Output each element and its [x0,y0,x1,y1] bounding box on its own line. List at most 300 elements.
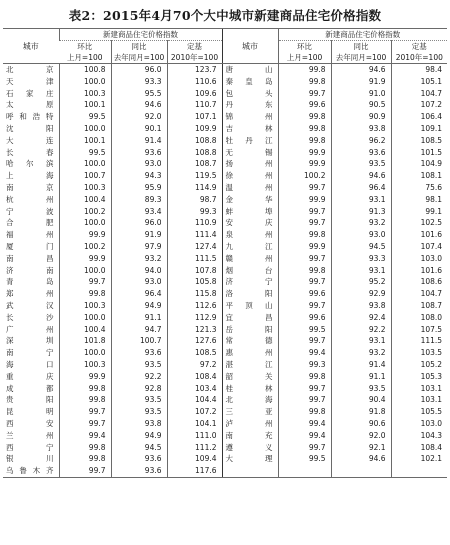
left-yoy-value: 93.5 [111,394,167,406]
right-mom-value: 99.7 [278,300,331,312]
right-fixed-value: 102.1 [391,453,447,465]
right-fixed-value: 75.6 [391,182,447,194]
left-city-name: 贵阳 [6,395,55,405]
left-city-name: 广州 [6,324,55,334]
left-fixed-value: 123.7 [167,64,222,76]
right-fixed-value: 108.4 [391,442,447,454]
left-mom-value: 99.8 [59,288,111,300]
table-row [3,465,447,477]
left-mom-value: 100.0 [59,265,111,277]
table-row [3,335,447,347]
left-yoy-value: 93.2 [111,253,167,265]
right-yoy-value: 93.1 [331,335,391,347]
left-mom-value: 99.7 [59,465,111,477]
left-mom-value: 100.1 [59,99,111,111]
left-city-name: 太原 [6,100,55,110]
right-yoy-value: 94.6 [331,170,391,182]
left-yoy-value: 93.6 [111,453,167,465]
header-mom-base-right: 上月=100 [278,52,331,64]
right-fixed-value: 105.2 [391,359,447,371]
left-city-name: 深圳 [6,336,55,346]
right-mom-value: 99.7 [278,217,331,229]
left-yoy-value: 97.9 [111,241,167,253]
header-mom-right: 环比 [278,41,331,53]
left-yoy-value: 94.9 [111,300,167,312]
left-yoy-value: 96.0 [111,217,167,229]
left-fixed-value: 110.7 [167,99,222,111]
left-fixed-value: 112.6 [167,300,222,312]
right-city-name: 岳阳 [222,324,278,336]
left-yoy-value: 91.4 [111,135,167,147]
left-city-name: 石家庄 [6,88,55,98]
left-yoy-value: 92.8 [111,383,167,395]
right-mom-value: 99.8 [278,123,331,135]
right-yoy-value: 92.2 [331,324,391,336]
left-city-name: 南昌 [6,253,55,263]
right-mom-value: 99.8 [278,135,331,147]
left-city-name: 银川 [6,454,55,464]
right-fixed-value: 108.5 [391,135,447,147]
left-mom-value: 100.0 [59,76,111,88]
table-row [3,158,447,170]
left-mom-value: 99.7 [59,276,111,288]
table-row [3,265,447,277]
right-yoy-value: 95.2 [331,276,391,288]
left-yoy-value: 94.6 [111,99,167,111]
right-yoy-value: 93.2 [331,347,391,359]
left-mom-value: 100.1 [59,135,111,147]
left-mom-value: 99.8 [59,442,111,454]
right-mom-value: 99.9 [278,147,331,159]
left-yoy-value: 94.9 [111,430,167,442]
right-city-name [222,465,278,477]
left-fixed-value: 115.8 [167,288,222,300]
header-fixed-left: 定基 [167,41,222,53]
header-fixed-right: 定基 [391,41,447,53]
left-fixed-value: 99.3 [167,206,222,218]
header-yoy-base-left: 去年同月=100 [111,52,167,64]
right-fixed-value: 103.5 [391,347,447,359]
table-row [3,241,447,253]
table-row [3,394,447,406]
table-row [3,206,447,218]
right-yoy-value: 91.9 [331,76,391,88]
left-fixed-value: 110.9 [167,217,222,229]
left-mom-value: 100.0 [59,347,111,359]
right-mom-value: 99.8 [278,229,331,241]
right-yoy-value: 90.5 [331,99,391,111]
right-yoy-value: 92.9 [331,288,391,300]
left-fixed-value: 107.2 [167,406,222,418]
left-yoy-value: 100.7 [111,335,167,347]
left-yoy-value: 93.6 [111,147,167,159]
right-yoy-value: 94.6 [331,64,391,76]
right-fixed-value: 105.5 [391,406,447,418]
right-fixed-value: 108.0 [391,312,447,324]
table-row [3,76,447,88]
left-city-name: 兰州 [6,430,55,440]
left-mom-value: 100.3 [59,182,111,194]
right-mom-value: 99.9 [278,158,331,170]
table-row [3,288,447,300]
table-row [3,453,447,465]
left-mom-value: 99.9 [59,229,111,241]
left-city-name: 北京 [6,65,55,74]
left-fixed-value: 104.4 [167,394,222,406]
right-yoy-value: 93.1 [331,265,391,277]
left-yoy-value: 93.3 [111,76,167,88]
left-city-name: 杭州 [6,194,55,204]
left-yoy-value: 94.5 [111,442,167,454]
right-city-name: 平顶山 [222,300,278,312]
right-fixed-value: 104.7 [391,288,447,300]
right-city-name: 济宁 [222,276,278,288]
left-city-name: 成都 [6,383,55,393]
right-city-name: 惠州 [222,347,278,359]
left-fixed-value: 112.9 [167,312,222,324]
left-fixed-value: 119.5 [167,170,222,182]
right-mom-value [278,465,331,477]
right-yoy-value: 92.4 [331,312,391,324]
left-city-name: 青岛 [6,277,55,287]
left-yoy-value: 94.7 [111,324,167,336]
right-city-name: 唐山 [222,64,278,76]
left-fixed-value: 97.2 [167,359,222,371]
right-city-name: 牡丹江 [222,135,278,147]
right-mom-value: 99.9 [278,194,331,206]
right-yoy-value: 93.8 [331,300,391,312]
right-mom-value: 99.5 [278,324,331,336]
header-yoy-right: 同比 [331,41,391,53]
table-row [3,64,447,76]
right-yoy-value: 91.8 [331,406,391,418]
right-mom-value: 99.4 [278,347,331,359]
right-yoy-value: 96.4 [331,182,391,194]
right-mom-value: 99.8 [278,64,331,76]
left-city-name: 长春 [6,147,55,157]
table-row [3,442,447,454]
table-row [3,324,447,336]
right-fixed-value: 103.0 [391,418,447,430]
left-fixed-value: 111.4 [167,229,222,241]
table-row [3,430,447,442]
right-city-name: 洛阳 [222,288,278,300]
right-fixed-value: 109.1 [391,123,447,135]
left-city-name: 大连 [6,135,55,145]
table-row [3,418,447,430]
right-fixed-value: 107.4 [391,241,447,253]
right-yoy-value: 93.5 [331,158,391,170]
left-mom-value: 99.8 [59,453,111,465]
left-city-name: 上海 [6,171,55,181]
table-row [3,111,447,123]
right-city-name: 泸州 [222,418,278,430]
right-yoy-value: 94.5 [331,241,391,253]
left-yoy-value: 93.8 [111,418,167,430]
left-fixed-value: 111.0 [167,430,222,442]
right-city-name: 无锡 [222,147,278,159]
left-yoy-value: 96.4 [111,288,167,300]
left-fixed-value: 109.4 [167,453,222,465]
left-yoy-value: 92.0 [111,111,167,123]
right-fixed-value: 102.5 [391,217,447,229]
right-fixed-value: 104.9 [391,158,447,170]
right-mom-value: 99.7 [278,383,331,395]
left-mom-value: 99.5 [59,111,111,123]
right-mom-value: 99.7 [278,394,331,406]
left-mom-value: 100.4 [59,194,111,206]
left-yoy-value: 94.3 [111,170,167,182]
right-city-name: 吉林 [222,123,278,135]
right-city-name: 安庆 [222,217,278,229]
right-fixed-value: 107.2 [391,99,447,111]
right-yoy-value: 94.6 [331,453,391,465]
left-city-name: 乌鲁木齐 [3,465,59,477]
right-mom-value: 99.7 [278,335,331,347]
left-mom-value: 99.5 [59,147,111,159]
right-mom-value: 99.8 [278,76,331,88]
right-city-name: 三亚 [222,406,278,418]
left-fixed-value: 108.8 [167,135,222,147]
right-city-name: 韶关 [222,371,278,383]
right-mom-value: 99.8 [278,406,331,418]
left-fixed-value: 98.7 [167,194,222,206]
table-row [3,371,447,383]
left-yoy-value: 93.4 [111,206,167,218]
left-yoy-value: 95.5 [111,88,167,100]
right-mom-value: 99.7 [278,253,331,265]
left-fixed-value: 107.1 [167,111,222,123]
left-mom-value: 100.2 [59,241,111,253]
right-city-name: 大理 [222,453,278,465]
left-fixed-value: 108.8 [167,147,222,159]
left-city-name: 重庆 [6,371,55,381]
left-yoy-value: 90.1 [111,123,167,135]
left-city-name: 厦门 [6,241,55,251]
right-yoy-value: 90.9 [331,111,391,123]
left-mom-value: 99.7 [59,406,111,418]
left-yoy-value: 92.2 [111,371,167,383]
right-mom-value: 99.8 [278,371,331,383]
table-row [3,147,447,159]
left-city-name: 昆明 [6,407,55,417]
right-fixed-value: 105.1 [391,76,447,88]
left-fixed-value: 108.4 [167,371,222,383]
table-row [3,406,447,418]
table-row [3,194,447,206]
table-row [3,135,447,147]
left-city-name: 海口 [6,359,55,369]
right-mom-value: 100.2 [278,170,331,182]
right-mom-value: 99.7 [278,88,331,100]
table-row [3,99,447,111]
right-mom-value: 99.5 [278,453,331,465]
right-city-name: 北海 [222,394,278,406]
right-fixed-value: 104.3 [391,430,447,442]
left-city-name: 西宁 [6,442,55,452]
right-yoy-value: 93.0 [331,229,391,241]
right-mom-value: 99.8 [278,111,331,123]
right-city-name: 湛江 [222,359,278,371]
left-mom-value: 100.8 [59,64,111,76]
right-mom-value: 99.6 [278,312,331,324]
right-yoy-value: 91.3 [331,206,391,218]
left-yoy-value: 93.6 [111,347,167,359]
left-yoy-value: 89.3 [111,194,167,206]
table-row [3,88,447,100]
right-mom-value: 99.8 [278,265,331,277]
right-mom-value: 99.7 [278,206,331,218]
right-yoy-value: 91.0 [331,88,391,100]
right-mom-value: 99.4 [278,418,331,430]
right-yoy-value: 93.5 [331,383,391,395]
right-city-name: 锦州 [222,111,278,123]
header-mom-left: 环比 [77,42,93,51]
right-fixed-value: 99.1 [391,206,447,218]
price-index-table [3,28,447,478]
header-yoy-base-right: 去年同月=100 [331,52,391,64]
left-yoy-value: 91.9 [111,229,167,241]
left-city-name: 郑州 [6,289,55,299]
right-city-name: 温州 [222,182,278,194]
right-city-name: 金华 [222,194,278,206]
right-city-name: 秦皇岛 [222,76,278,88]
left-yoy-value: 91.1 [111,312,167,324]
left-mom-value: 100.0 [59,158,111,170]
left-mom-value: 100.2 [59,206,111,218]
right-fixed-value: 103.1 [391,394,447,406]
right-yoy-value [331,465,391,477]
right-yoy-value: 92.1 [331,442,391,454]
right-city-name: 赣州 [222,253,278,265]
right-city-name: 烟台 [222,265,278,277]
left-yoy-value: 93.0 [111,276,167,288]
header-mom-base-left: 上月=100 [59,52,111,64]
left-mom-value: 99.4 [59,430,111,442]
left-mom-value: 100.3 [59,88,111,100]
left-city-name: 西安 [6,418,55,428]
left-city-name: 宁波 [6,206,55,216]
right-fixed-value: 108.6 [391,276,447,288]
left-city-name: 天津 [6,76,55,86]
right-yoy-value: 91.4 [331,359,391,371]
right-yoy-value: 93.8 [331,123,391,135]
left-yoy-value: 93.5 [111,406,167,418]
left-mom-value: 99.9 [59,253,111,265]
right-fixed-value [391,465,447,477]
right-fixed-value: 108.1 [391,170,447,182]
left-fixed-value: 121.3 [167,324,222,336]
left-fixed-value: 117.6 [167,465,222,477]
right-fixed-value: 104.7 [391,88,447,100]
left-city-name: 福州 [6,230,55,240]
table-row [3,347,447,359]
left-mom-value: 100.4 [59,324,111,336]
right-city-name: 遵义 [222,442,278,454]
left-mom-value: 99.7 [59,418,111,430]
left-yoy-value: 93.6 [111,465,167,477]
left-city-name: 南京 [6,182,55,192]
left-mom-value: 99.8 [59,383,111,395]
left-yoy-value: 93.5 [111,359,167,371]
table-row [3,276,447,288]
left-fixed-value: 127.4 [167,241,222,253]
right-mom-value: 99.6 [278,99,331,111]
right-city-name: 南充 [222,430,278,442]
left-yoy-value: 93.0 [111,158,167,170]
left-mom-value: 99.9 [59,371,111,383]
right-yoy-value: 93.3 [331,253,391,265]
table-title: 表2：2015年4月70个大中城市新建商品住宅价格指数 [68,8,382,23]
right-mom-value: 99.3 [278,359,331,371]
table-row [3,229,447,241]
table-header [3,29,447,64]
header-fixed-base-left: 2010年=100 [167,52,222,64]
table-row [3,253,447,265]
left-fixed-value: 109.9 [167,123,222,135]
table-row [3,300,447,312]
right-mom-value: 99.6 [278,288,331,300]
right-fixed-value: 107.5 [391,324,447,336]
left-fixed-value: 114.9 [167,182,222,194]
right-yoy-value: 91.1 [331,371,391,383]
right-mom-value: 99.7 [278,182,331,194]
right-fixed-value: 105.3 [391,371,447,383]
left-fixed-value: 108.5 [167,347,222,359]
table-row [3,359,447,371]
header-fixed-base-right: 2010年=100 [391,52,447,64]
right-city-name: 桂林 [222,383,278,395]
left-mom-value: 101.8 [59,335,111,347]
right-fixed-value: 101.6 [391,229,447,241]
right-mom-value: 99.4 [278,430,331,442]
right-fixed-value: 106.4 [391,111,447,123]
right-fixed-value: 98.4 [391,64,447,76]
left-fixed-value: 104.1 [167,418,222,430]
right-yoy-value: 96.2 [331,135,391,147]
left-yoy-value: 95.9 [111,182,167,194]
table-row [3,383,447,395]
right-fixed-value: 108.7 [391,300,447,312]
right-city-name: 九江 [222,241,278,253]
right-city-name: 蚌埠 [222,206,278,218]
right-fixed-value: 101.6 [391,265,447,277]
left-city-name: 哈尔滨 [6,159,55,169]
right-city-name: 宜昌 [222,312,278,324]
left-fixed-value: 110.6 [167,76,222,88]
table-row [3,217,447,229]
left-fixed-value: 127.6 [167,335,222,347]
left-fixed-value: 111.2 [167,442,222,454]
left-city-name: 武汉 [6,300,55,310]
left-mom-value: 100.0 [59,123,111,135]
left-fixed-value: 111.5 [167,253,222,265]
left-city-name: 长沙 [6,312,55,322]
right-fixed-value: 103.1 [391,383,447,395]
left-mom-value: 100.0 [59,217,111,229]
left-city-name: 合肥 [6,218,55,228]
table-row [3,170,447,182]
right-fixed-value: 101.5 [391,147,447,159]
right-city-name: 徐州 [222,170,278,182]
table-body [3,64,447,478]
left-city-name: 济南 [6,265,55,275]
right-yoy-value: 90.6 [331,418,391,430]
header-city-right: 城市 [222,29,278,64]
left-yoy-value: 94.0 [111,265,167,277]
right-yoy-value: 93.2 [331,217,391,229]
header-yoy-left: 同比 [111,41,167,53]
